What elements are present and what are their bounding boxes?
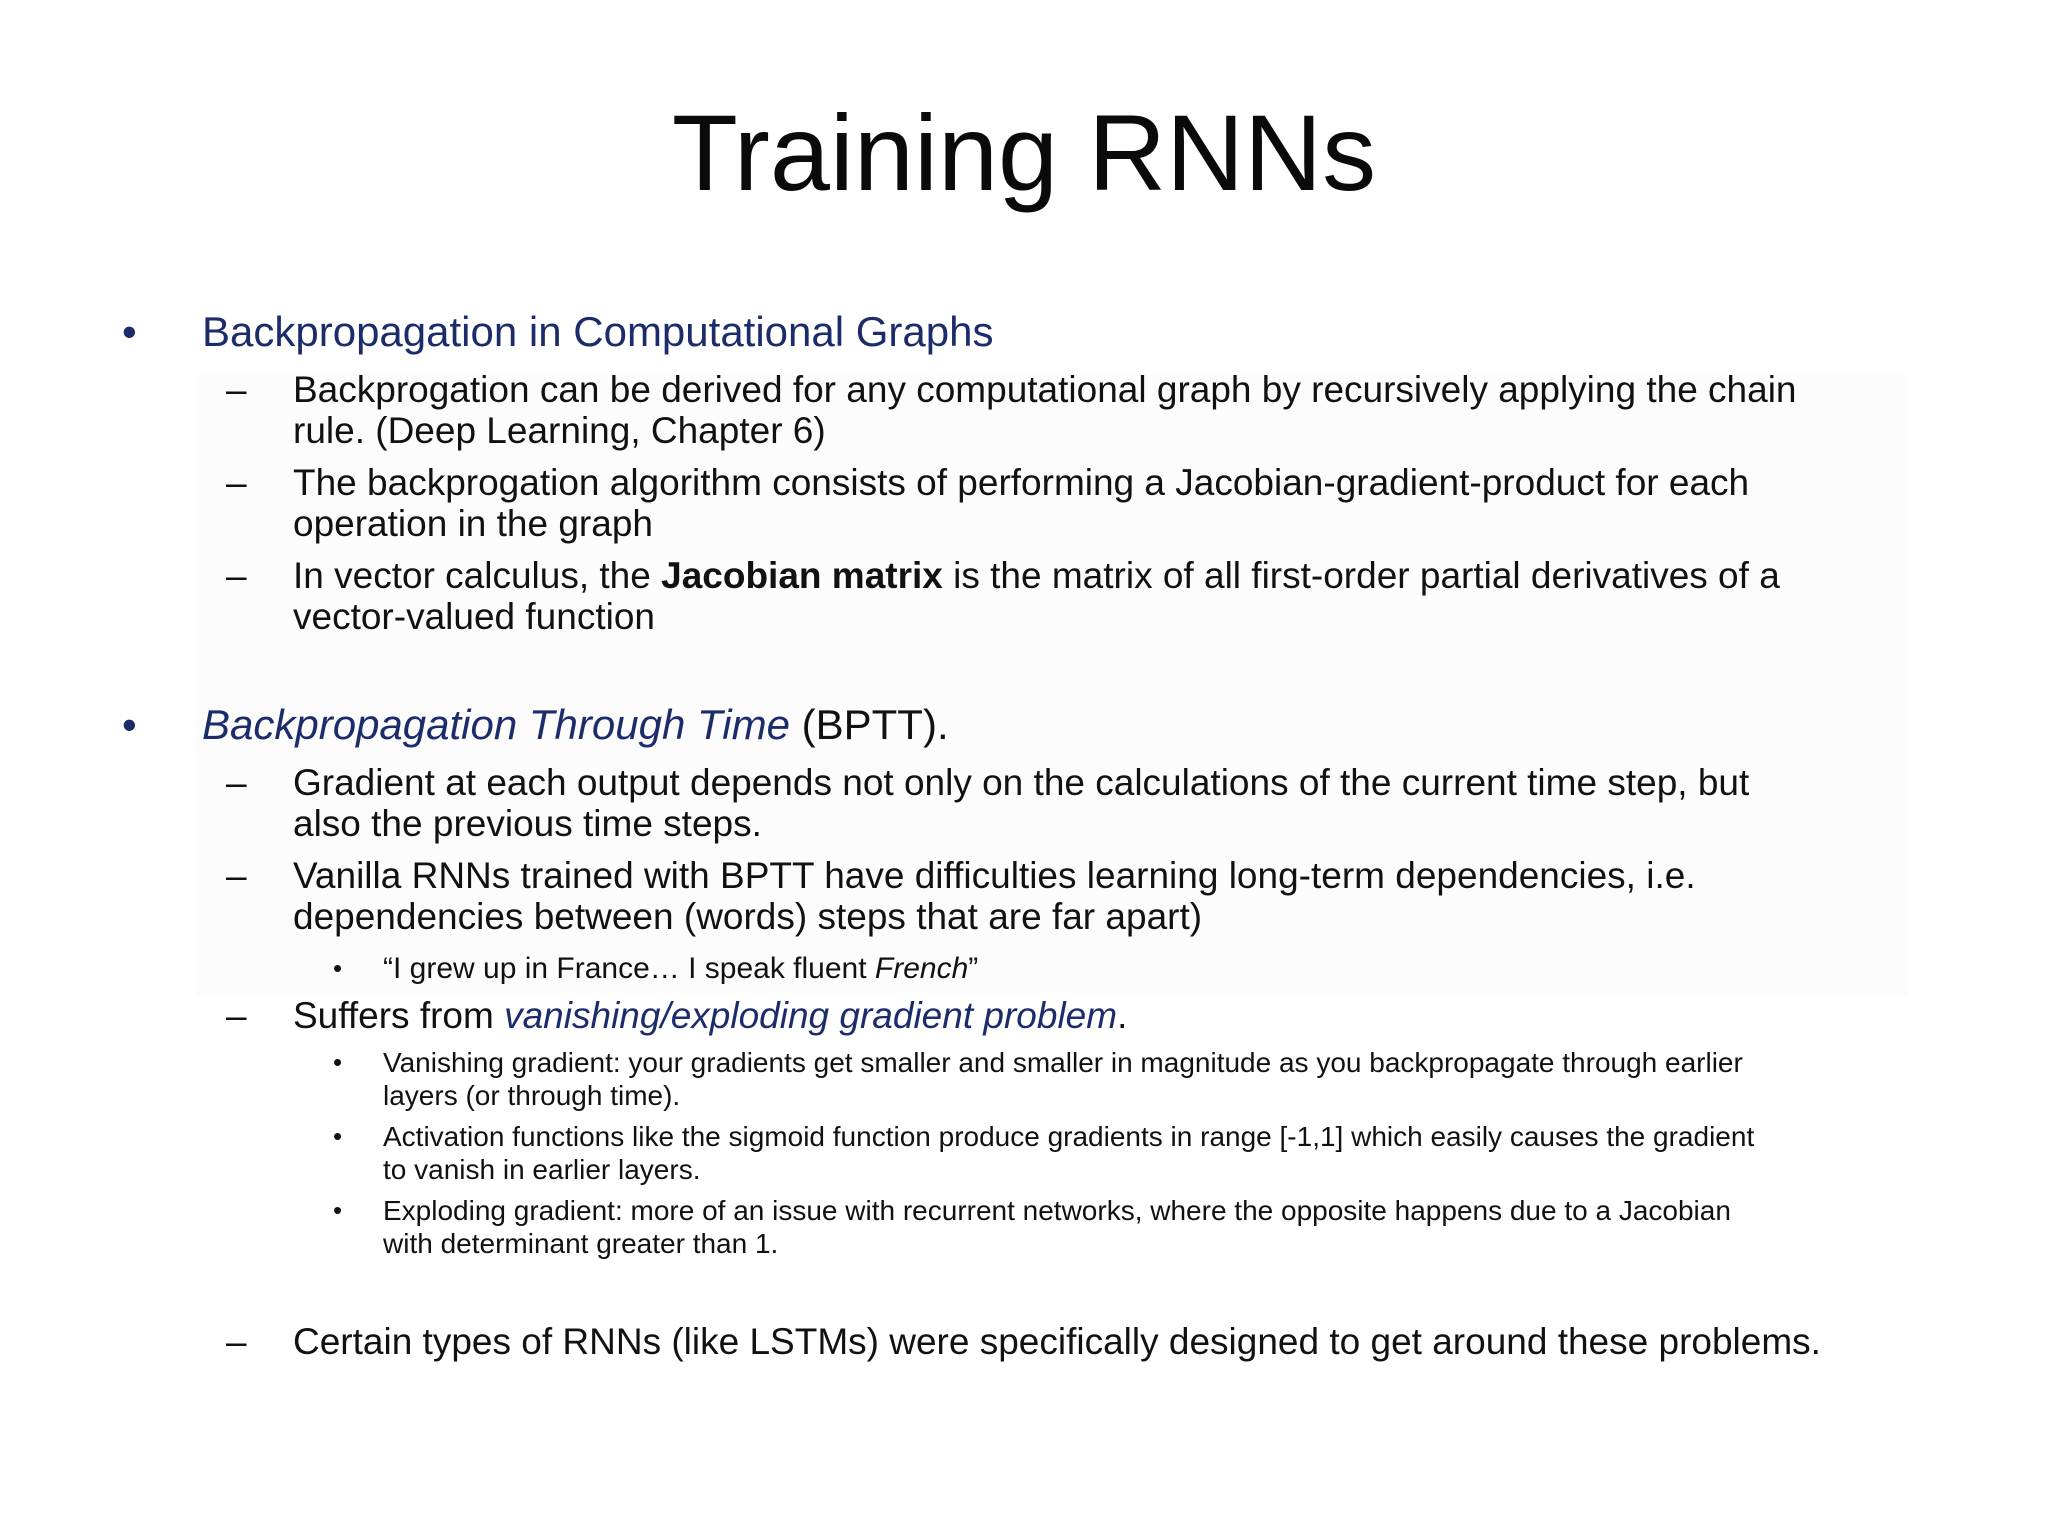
section1-heading: Backpropagation in Computational Graphs: [202, 308, 994, 355]
jacobian-matrix-term: Jacobian matrix: [661, 555, 943, 596]
jacobian-pre: In vector calculus, the: [293, 555, 662, 596]
activation-line1: Activation functions like the sigmoid function produce gradients in range [-1,1] which easily causes the gradient: [383, 1121, 1755, 1152]
section2-item2-line2: dependencies between (words) steps that are far apart): [293, 896, 1203, 937]
quote-example: [383, 952, 978, 985]
activation-sub-bullet: •: [333, 1121, 343, 1151]
section1-item2-line2: operation in the graph: [293, 503, 653, 544]
exploding-sub-bullet: •: [333, 1195, 343, 1225]
section2-heading: [202, 701, 949, 749]
jacobian-post: is the matrix of all first-order partial derivatives of a: [942, 555, 1780, 596]
section1-item1-line2: rule. (Deep Learning, Chapter 6): [293, 410, 826, 451]
section1-bullet: •: [122, 308, 137, 355]
quote-italic: French: [874, 952, 969, 985]
vanishing-line2: layers (or through time).: [383, 1080, 681, 1111]
section1-item1-dash: –: [226, 369, 247, 410]
bptt-heading-italic: Backpropagation Through Time: [202, 701, 790, 748]
vanishing-sub-bullet: •: [333, 1047, 343, 1077]
section2-item2-dash: –: [226, 855, 247, 896]
quote-post: ”: [968, 952, 979, 985]
suffers-pre: Suffers from: [293, 995, 505, 1036]
quote-pre: “I grew up in France… I speak fluent: [383, 952, 875, 985]
section2-item4-line1: Certain types of RNNs (like LSTMs) were specifically designed to get around these problems.: [293, 1321, 1821, 1362]
exploding-line2: with determinant greater than 1.: [383, 1228, 779, 1259]
section2-item3-dash: –: [226, 995, 247, 1036]
section2-item4-dash: –: [226, 1321, 247, 1362]
section2-bullet: •: [122, 701, 137, 748]
section1-item2-line1: The backprogation algorithm consists of performing a Jacobian-gradient-product for each: [293, 462, 1750, 503]
quote-sub-bullet: •: [333, 953, 343, 983]
exploding-line1: Exploding gradient: more of an issue with recurrent networks, where the opposite happens due to a Jacobian: [383, 1195, 1731, 1226]
gradient-problem-term: vanishing/exploding gradient problem: [504, 995, 1118, 1036]
section1-item3-line1: [293, 555, 1780, 596]
section1-item2-dash: –: [226, 462, 247, 503]
bptt-heading-rest: (BPTT).: [789, 701, 949, 748]
section1-item3-dash: –: [226, 555, 247, 596]
section2-item2-line1: Vanilla RNNs trained with BPTT have difficulties learning long-term dependencies, i.e.: [293, 855, 1696, 896]
section2-item1-line1: Gradient at each output depends not only on the calculations of the current time step, but: [293, 762, 1750, 803]
section1-item1-line1: Backprogation can be derived for any computational graph by recursively applying the chain: [293, 369, 1797, 410]
suffers-post: .: [1117, 995, 1128, 1036]
section1-item3-line2: vector-valued function: [293, 596, 655, 637]
vanishing-line1: Vanishing gradient: your gradients get smaller and smaller in magnitude as you backpropagate through earlier: [383, 1047, 1743, 1078]
section2-item3-line1: [293, 995, 1127, 1036]
slide-title: Training RNNs: [671, 92, 1377, 213]
activation-line2: to vanish in earlier layers.: [383, 1154, 701, 1185]
section2-item1-dash: –: [226, 762, 247, 803]
section2-item1-line2: also the previous time steps.: [293, 803, 762, 844]
